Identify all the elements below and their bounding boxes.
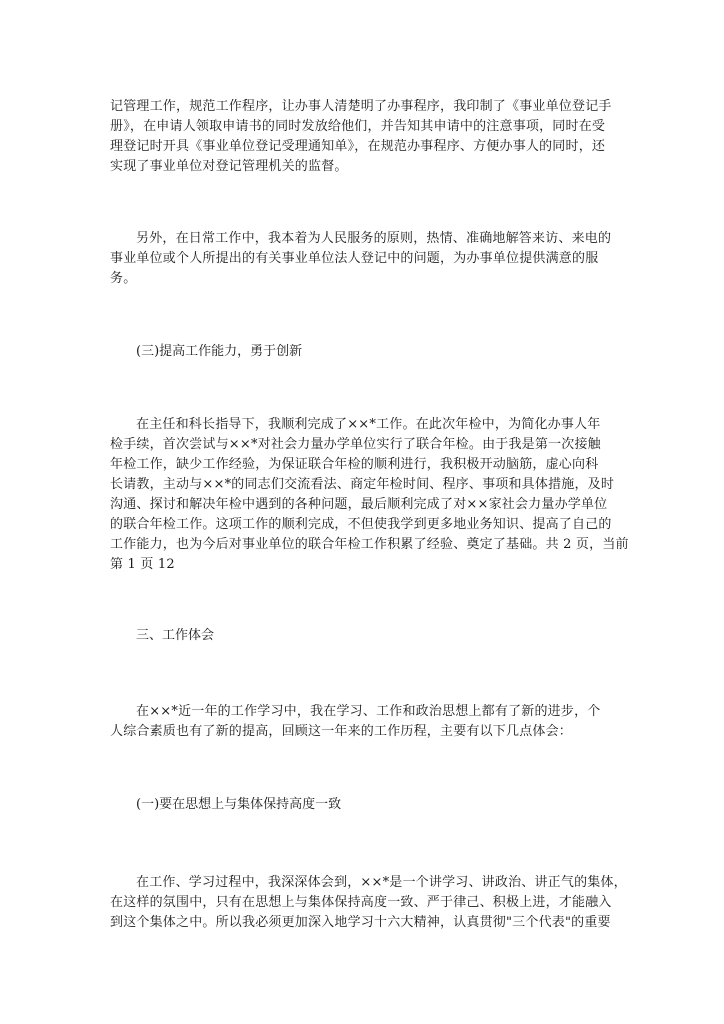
text-line: 年检工作，缺少工作经验，为保证联合年检的顺利进行，我积极开动脑筋，虚心向科 xyxy=(110,457,599,472)
text-line: 工作能力，也为今后对事业单位的联合年检工作积累了经验、奠定了基础。共 2 页，当前 xyxy=(110,537,629,552)
text-line: 务。 xyxy=(110,271,137,286)
text-line: 实现了事业单位对登记管理机关的监督。 xyxy=(110,159,348,174)
paragraph-collective xyxy=(110,873,627,933)
section-title-work-experience: 三、工作体会 xyxy=(136,628,215,643)
paragraph-registration-procedures xyxy=(110,97,620,177)
paragraph-joint-inspection xyxy=(110,415,629,575)
text-line: 在主任和科长指导下，我顺利完成了××*工作。在此次年检中，为简化办事人年 xyxy=(136,417,601,432)
text-line: 另外，在日常工作中，我本着为人民服务的原则，热情、准确地解答来访、来电的 xyxy=(136,231,612,246)
text-line: 检手续，首次尝试与××*对社会力量办学单位实行了联合年检。由于我是第一次接触 xyxy=(110,437,601,452)
subheading-ideological-unity: (一)要在思想上与集体保持高度一致 xyxy=(136,797,342,812)
paragraph-year-review xyxy=(110,702,620,742)
text-line: 的联合年检工作。这项工作的顺利完成，不但使我学到更多地业务知识、提高了自己的 xyxy=(110,517,612,532)
text-line: 在××*近一年的工作学习中，我在学习、工作和政治思想上都有了新的进步，个 xyxy=(136,704,601,719)
text-line: 记管理工作，规范工作程序，让办事人清楚明了办事程序，我印制了《事业单位登记手 xyxy=(110,99,612,114)
paragraph-daily-service xyxy=(110,229,620,289)
subheading-improve-ability: (三)提高工作能力，勇于创新 xyxy=(136,344,303,359)
text-line: 到这个集体之中。所以我必须更加深入地学习十六大精神，认真贯彻"三个代表"的重要 xyxy=(110,915,611,930)
text-line: 长请教，主动与××*的同志们交流看法、商定年检时间、程序、事项和具体措施，及时 xyxy=(110,477,615,492)
text-line: 在这样的氛围中，只有在思想上与集体保持高度一致、严于律己、积极上进，才能融入 xyxy=(110,895,612,910)
text-line: 册》，在申请人领取申请书的同时发放给他们，并告知其申请中的注意事项，同时在受 xyxy=(110,119,606,134)
text-line: 事业单位或个人所提出的有关事业单位法人登记中的问题，为办事单位提供满意的服 xyxy=(110,251,599,266)
text-line: 沟通、探讨和解决年检中遇到的各种问题，最后顺利完成了对××家社会力量办学单位 xyxy=(110,497,608,512)
page-counter-line: 第 1 页 12 xyxy=(110,557,175,572)
text-line: 在工作、学习过程中，我深深体会到，××*是一个讲学习、讲政治、讲正气的集体， xyxy=(136,875,627,890)
text-line: 人综合素质也有了新的提高，回顾这一年来的工作历程，主要有以下几点体会： xyxy=(110,724,573,739)
text-line: 理登记时开具《事业单位登记受理通知单》，在规范办事程序、方便办事人的同时，还 xyxy=(110,139,606,154)
